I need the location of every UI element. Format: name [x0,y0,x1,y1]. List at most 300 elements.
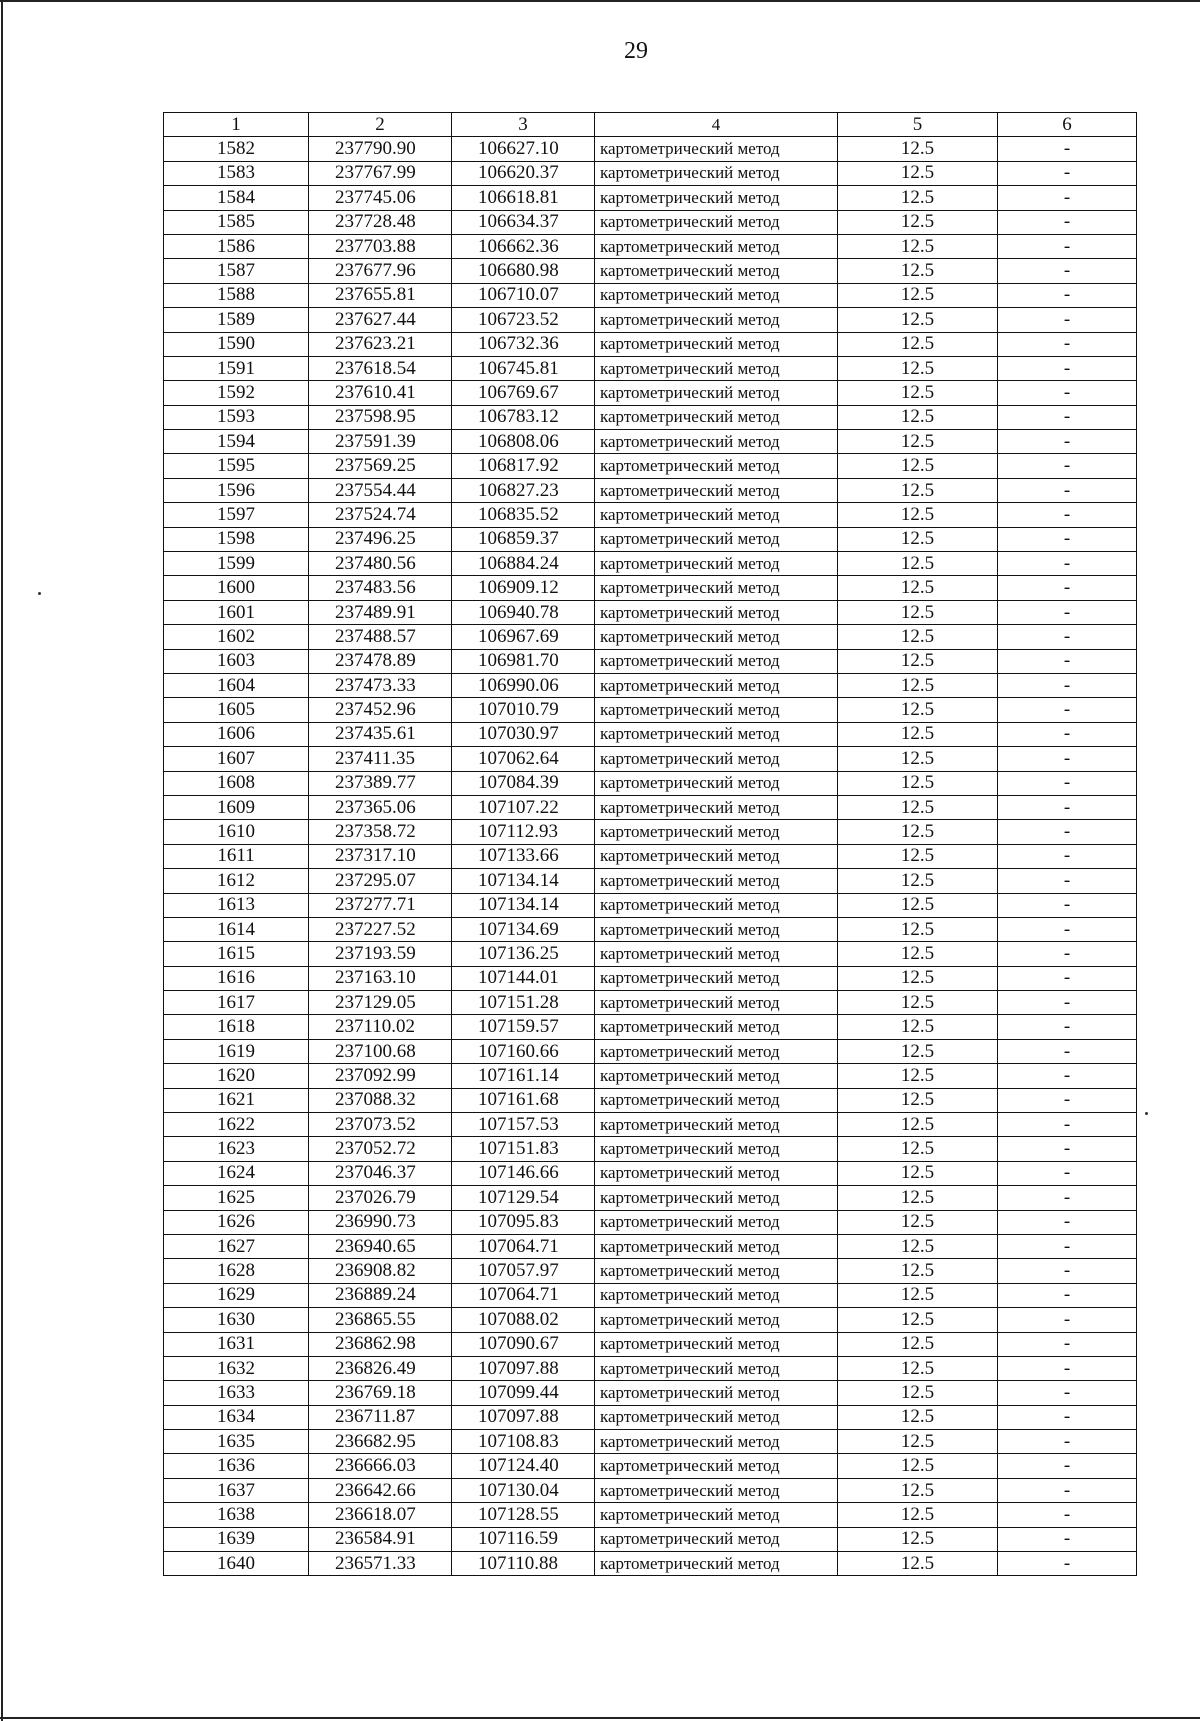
point-number-cell: 1628 [164,1259,309,1283]
x-coordinate-cell: 237411.35 [309,747,452,771]
note-cell: - [998,234,1137,258]
y-coordinate-cell: 107134.69 [452,917,595,941]
table-row [164,1430,1137,1454]
column-header: 4 [595,113,838,137]
table-row [164,1113,1137,1137]
y-coordinate-cell: 107090.67 [452,1332,595,1356]
method-cell: картометрический метод [595,552,838,576]
table-row [164,991,1137,1015]
x-coordinate-cell: 237092.99 [309,1064,452,1088]
method-cell: картометрический метод [595,405,838,429]
method-cell: картометрический метод [595,1039,838,1063]
point-number-cell: 1635 [164,1430,309,1454]
point-number-cell: 1584 [164,186,309,210]
table-row [164,966,1137,990]
y-coordinate-cell: 106990.06 [452,673,595,697]
x-coordinate-cell: 237610.41 [309,381,452,405]
y-coordinate-cell: 107010.79 [452,698,595,722]
point-number-cell: 1633 [164,1381,309,1405]
x-coordinate-cell: 237728.48 [309,210,452,234]
x-coordinate-cell: 237677.96 [309,259,452,283]
point-number-cell: 1625 [164,1186,309,1210]
table-row [164,917,1137,941]
y-coordinate-cell: 106817.92 [452,454,595,478]
method-cell: картометрический метод [595,478,838,502]
y-coordinate-cell: 107057.97 [452,1259,595,1283]
accuracy-cell: 12.5 [838,1430,998,1454]
x-coordinate-cell: 237627.44 [309,308,452,332]
accuracy-cell: 12.5 [838,478,998,502]
table-row [164,1186,1137,1210]
x-coordinate-cell: 237129.05 [309,991,452,1015]
table-row [164,576,1137,600]
method-cell: картометрический метод [595,1186,838,1210]
accuracy-cell: 12.5 [838,210,998,234]
table-row [164,1454,1137,1478]
method-cell: картометрический метод [595,1405,838,1429]
accuracy-cell: 12.5 [838,405,998,429]
x-coordinate-cell: 237598.95 [309,405,452,429]
x-coordinate-cell: 236682.95 [309,1430,452,1454]
y-coordinate-cell: 106827.23 [452,478,595,502]
point-number-cell: 1618 [164,1015,309,1039]
y-coordinate-cell: 106732.36 [452,332,595,356]
point-number-cell: 1588 [164,283,309,307]
table-row [164,332,1137,356]
method-cell: картометрический метод [595,673,838,697]
coordinates-table [163,112,1137,1576]
accuracy-cell: 12.5 [838,1405,998,1429]
note-cell: - [998,820,1137,844]
point-number-cell: 1611 [164,844,309,868]
x-coordinate-cell: 237767.99 [309,161,452,185]
x-coordinate-cell: 236571.33 [309,1552,452,1576]
point-number-cell: 1591 [164,356,309,380]
note-cell: - [998,1430,1137,1454]
note-cell: - [998,1015,1137,1039]
y-coordinate-cell: 107062.64 [452,747,595,771]
y-coordinate-cell: 106627.10 [452,137,595,161]
note-cell: - [998,1503,1137,1527]
x-coordinate-cell: 237591.39 [309,430,452,454]
note-cell: - [998,1186,1137,1210]
y-coordinate-cell: 106808.06 [452,430,595,454]
note-cell: - [998,308,1137,332]
point-number-cell: 1604 [164,673,309,697]
point-number-cell: 1597 [164,503,309,527]
x-coordinate-cell: 237046.37 [309,1161,452,1185]
note-cell: - [998,405,1137,429]
table-row [164,259,1137,283]
accuracy-cell: 12.5 [838,1039,998,1063]
accuracy-cell: 12.5 [838,771,998,795]
x-coordinate-cell: 237110.02 [309,1015,452,1039]
y-coordinate-cell: 107134.14 [452,893,595,917]
accuracy-cell: 12.5 [838,381,998,405]
note-cell: - [998,771,1137,795]
method-cell: картометрический метод [595,722,838,746]
x-coordinate-cell: 237489.91 [309,600,452,624]
accuracy-cell: 12.5 [838,795,998,819]
point-number-cell: 1640 [164,1552,309,1576]
method-cell: картометрический метод [595,917,838,941]
y-coordinate-cell: 107030.97 [452,722,595,746]
point-number-cell: 1632 [164,1356,309,1380]
method-cell: картометрический метод [595,308,838,332]
note-cell: - [998,1039,1137,1063]
method-cell: картометрический метод [595,893,838,917]
y-coordinate-cell: 107159.57 [452,1015,595,1039]
y-coordinate-cell: 107128.55 [452,1503,595,1527]
x-coordinate-cell: 237790.90 [309,137,452,161]
note-cell: - [998,1478,1137,1502]
accuracy-cell: 12.5 [838,966,998,990]
x-coordinate-cell: 236908.82 [309,1259,452,1283]
accuracy-cell: 12.5 [838,1454,998,1478]
table-row [164,1064,1137,1088]
table-row [164,1234,1137,1258]
x-coordinate-cell: 236642.66 [309,1478,452,1502]
method-cell: картометрический метод [595,186,838,210]
point-number-cell: 1590 [164,332,309,356]
y-coordinate-cell: 107151.83 [452,1137,595,1161]
point-number-cell: 1593 [164,405,309,429]
note-cell: - [998,1064,1137,1088]
y-coordinate-cell: 106745.81 [452,356,595,380]
point-number-cell: 1624 [164,1161,309,1185]
note-cell: - [998,356,1137,380]
accuracy-cell: 12.5 [838,308,998,332]
x-coordinate-cell: 236940.65 [309,1234,452,1258]
method-cell: картометрический метод [595,1552,838,1576]
note-cell: - [998,625,1137,649]
method-cell: картометрический метод [595,454,838,478]
point-number-cell: 1636 [164,1454,309,1478]
x-coordinate-cell: 237452.96 [309,698,452,722]
table-row [164,1015,1137,1039]
note-cell: - [998,210,1137,234]
accuracy-cell: 12.5 [838,552,998,576]
x-coordinate-cell: 236862.98 [309,1332,452,1356]
method-cell: картометрический метод [595,1430,838,1454]
table-row [164,1259,1137,1283]
point-number-cell: 1602 [164,625,309,649]
method-cell: картометрический метод [595,137,838,161]
y-coordinate-cell: 107157.53 [452,1113,595,1137]
x-coordinate-cell: 236769.18 [309,1381,452,1405]
accuracy-cell: 12.5 [838,137,998,161]
table-row [164,1332,1137,1356]
accuracy-cell: 12.5 [838,1113,998,1137]
page-number: 29 [624,38,648,64]
method-cell: картометрический метод [595,430,838,454]
y-coordinate-cell: 107151.28 [452,991,595,1015]
accuracy-cell: 12.5 [838,893,998,917]
x-coordinate-cell: 237473.33 [309,673,452,697]
x-coordinate-cell: 236666.03 [309,1454,452,1478]
point-number-cell: 1587 [164,259,309,283]
point-number-cell: 1592 [164,381,309,405]
note-cell: - [998,381,1137,405]
point-number-cell: 1606 [164,722,309,746]
table-row [164,405,1137,429]
accuracy-cell: 12.5 [838,1381,998,1405]
accuracy-cell: 12.5 [838,503,998,527]
y-coordinate-cell: 106783.12 [452,405,595,429]
note-cell: - [998,649,1137,673]
note-cell: - [998,673,1137,697]
accuracy-cell: 12.5 [838,1210,998,1234]
note-cell: - [998,430,1137,454]
note-cell: - [998,137,1137,161]
table-row [164,454,1137,478]
note-cell: - [998,1088,1137,1112]
method-cell: картометрический метод [595,283,838,307]
accuracy-cell: 12.5 [838,600,998,624]
x-coordinate-cell: 237524.74 [309,503,452,527]
y-coordinate-cell: 107097.88 [452,1356,595,1380]
point-number-cell: 1582 [164,137,309,161]
y-coordinate-cell: 107161.14 [452,1064,595,1088]
x-coordinate-cell: 237088.32 [309,1088,452,1112]
table-row [164,1405,1137,1429]
accuracy-cell: 12.5 [838,527,998,551]
method-cell: картометрический метод [595,942,838,966]
point-number-cell: 1599 [164,552,309,576]
y-coordinate-cell: 107130.04 [452,1478,595,1502]
point-number-cell: 1594 [164,430,309,454]
x-coordinate-cell: 237554.44 [309,478,452,502]
x-coordinate-cell: 237295.07 [309,869,452,893]
column-header: 6 [998,113,1137,137]
table-row [164,747,1137,771]
table-row [164,1039,1137,1063]
note-cell: - [998,332,1137,356]
method-cell: картометрический метод [595,1113,838,1137]
x-coordinate-cell: 237623.21 [309,332,452,356]
table-row [164,478,1137,502]
y-coordinate-cell: 106940.78 [452,600,595,624]
point-number-cell: 1623 [164,1137,309,1161]
x-coordinate-cell: 237227.52 [309,917,452,941]
y-coordinate-cell: 106909.12 [452,576,595,600]
note-cell: - [998,1527,1137,1551]
note-cell: - [998,966,1137,990]
y-coordinate-cell: 106884.24 [452,552,595,576]
table-row [164,600,1137,624]
method-cell: картометрический метод [595,1503,838,1527]
table-row [164,356,1137,380]
accuracy-cell: 12.5 [838,673,998,697]
accuracy-cell: 12.5 [838,820,998,844]
note-cell: - [998,1552,1137,1576]
point-number-cell: 1634 [164,1405,309,1429]
x-coordinate-cell: 237052.72 [309,1137,452,1161]
method-cell: картометрический метод [595,1234,838,1258]
note-cell: - [998,1234,1137,1258]
method-cell: картометрический метод [595,600,838,624]
point-number-cell: 1612 [164,869,309,893]
method-cell: картометрический метод [595,356,838,380]
table-row [164,820,1137,844]
point-number-cell: 1598 [164,527,309,551]
note-cell: - [998,917,1137,941]
y-coordinate-cell: 106710.07 [452,283,595,307]
x-coordinate-cell: 236711.87 [309,1405,452,1429]
x-coordinate-cell: 236826.49 [309,1356,452,1380]
point-number-cell: 1596 [164,478,309,502]
x-coordinate-cell: 237478.89 [309,649,452,673]
note-cell: - [998,161,1137,185]
table-row [164,552,1137,576]
accuracy-cell: 12.5 [838,283,998,307]
note-cell: - [998,454,1137,478]
table-row [164,869,1137,893]
y-coordinate-cell: 107088.02 [452,1308,595,1332]
point-number-cell: 1586 [164,234,309,258]
y-coordinate-cell: 107064.71 [452,1283,595,1307]
method-cell: картометрический метод [595,698,838,722]
method-cell: картометрический метод [595,820,838,844]
point-number-cell: 1595 [164,454,309,478]
note-cell: - [998,259,1137,283]
accuracy-cell: 12.5 [838,186,998,210]
table-row [164,283,1137,307]
method-cell: картометрический метод [595,259,838,283]
point-number-cell: 1630 [164,1308,309,1332]
point-number-cell: 1631 [164,1332,309,1356]
x-coordinate-cell: 237488.57 [309,625,452,649]
accuracy-cell: 12.5 [838,1332,998,1356]
point-number-cell: 1609 [164,795,309,819]
method-cell: картометрический метод [595,869,838,893]
x-coordinate-cell: 237480.56 [309,552,452,576]
accuracy-cell: 12.5 [838,942,998,966]
point-number-cell: 1629 [164,1283,309,1307]
point-number-cell: 1613 [164,893,309,917]
point-number-cell: 1583 [164,161,309,185]
method-cell: картометрический метод [595,795,838,819]
table-header-row [164,113,1137,137]
accuracy-cell: 12.5 [838,747,998,771]
column-header: 5 [838,113,998,137]
table-row [164,673,1137,697]
point-number-cell: 1616 [164,966,309,990]
point-number-cell: 1620 [164,1064,309,1088]
note-cell: - [998,600,1137,624]
accuracy-cell: 12.5 [838,1308,998,1332]
note-cell: - [998,576,1137,600]
method-cell: картометрический метод [595,991,838,1015]
method-cell: картометрический метод [595,1283,838,1307]
note-cell: - [998,503,1137,527]
point-number-cell: 1608 [164,771,309,795]
column-header: 3 [452,113,595,137]
accuracy-cell: 12.5 [838,1234,998,1258]
note-cell: - [998,552,1137,576]
coordinates-table-body [164,113,1137,1576]
method-cell: картометрический метод [595,1161,838,1185]
y-coordinate-cell: 106723.52 [452,308,595,332]
point-number-cell: 1626 [164,1210,309,1234]
note-cell: - [998,942,1137,966]
y-coordinate-cell: 107110.88 [452,1552,595,1576]
table-row [164,1356,1137,1380]
method-cell: картометрический метод [595,527,838,551]
x-coordinate-cell: 237435.61 [309,722,452,746]
table-row [164,234,1137,258]
note-cell: - [998,1113,1137,1137]
table-row [164,503,1137,527]
accuracy-cell: 12.5 [838,1356,998,1380]
note-cell: - [998,1332,1137,1356]
method-cell: картометрический метод [595,1210,838,1234]
y-coordinate-cell: 107084.39 [452,771,595,795]
scan-border-top [0,0,1200,2]
point-number-cell: 1619 [164,1039,309,1063]
point-number-cell: 1627 [164,1234,309,1258]
y-coordinate-cell: 107108.83 [452,1430,595,1454]
note-cell: - [998,795,1137,819]
note-cell: - [998,893,1137,917]
method-cell: картометрический метод [595,503,838,527]
accuracy-cell: 12.5 [838,332,998,356]
accuracy-cell: 12.5 [838,576,998,600]
y-coordinate-cell: 107134.14 [452,869,595,893]
method-cell: картометрический метод [595,1381,838,1405]
accuracy-cell: 12.5 [838,1259,998,1283]
accuracy-cell: 12.5 [838,1088,998,1112]
method-cell: картометрический метод [595,210,838,234]
table-row [164,1478,1137,1502]
x-coordinate-cell: 237193.59 [309,942,452,966]
point-number-cell: 1610 [164,820,309,844]
accuracy-cell: 12.5 [838,356,998,380]
note-cell: - [998,1381,1137,1405]
y-coordinate-cell: 106835.52 [452,503,595,527]
note-cell: - [998,747,1137,771]
y-coordinate-cell: 106967.69 [452,625,595,649]
point-number-cell: 1589 [164,308,309,332]
x-coordinate-cell: 237100.68 [309,1039,452,1063]
note-cell: - [998,1259,1137,1283]
table-row [164,844,1137,868]
table-row [164,1088,1137,1112]
y-coordinate-cell: 107160.66 [452,1039,595,1063]
x-coordinate-cell: 237618.54 [309,356,452,380]
method-cell: картометрический метод [595,234,838,258]
method-cell: картометрический метод [595,1064,838,1088]
table-row [164,942,1137,966]
table-row [164,698,1137,722]
table-row [164,1137,1137,1161]
note-cell: - [998,698,1137,722]
point-number-cell: 1605 [164,698,309,722]
scan-border-left [1,0,3,1721]
y-coordinate-cell: 107129.54 [452,1186,595,1210]
x-coordinate-cell: 237365.06 [309,795,452,819]
note-cell: - [998,478,1137,502]
x-coordinate-cell: 237483.56 [309,576,452,600]
method-cell: картометрический метод [595,1088,838,1112]
note-cell: - [998,1137,1137,1161]
table-row [164,893,1137,917]
point-number-cell: 1622 [164,1113,309,1137]
x-coordinate-cell: 237655.81 [309,283,452,307]
accuracy-cell: 12.5 [838,1161,998,1185]
table-row [164,649,1137,673]
column-header: 1 [164,113,309,137]
